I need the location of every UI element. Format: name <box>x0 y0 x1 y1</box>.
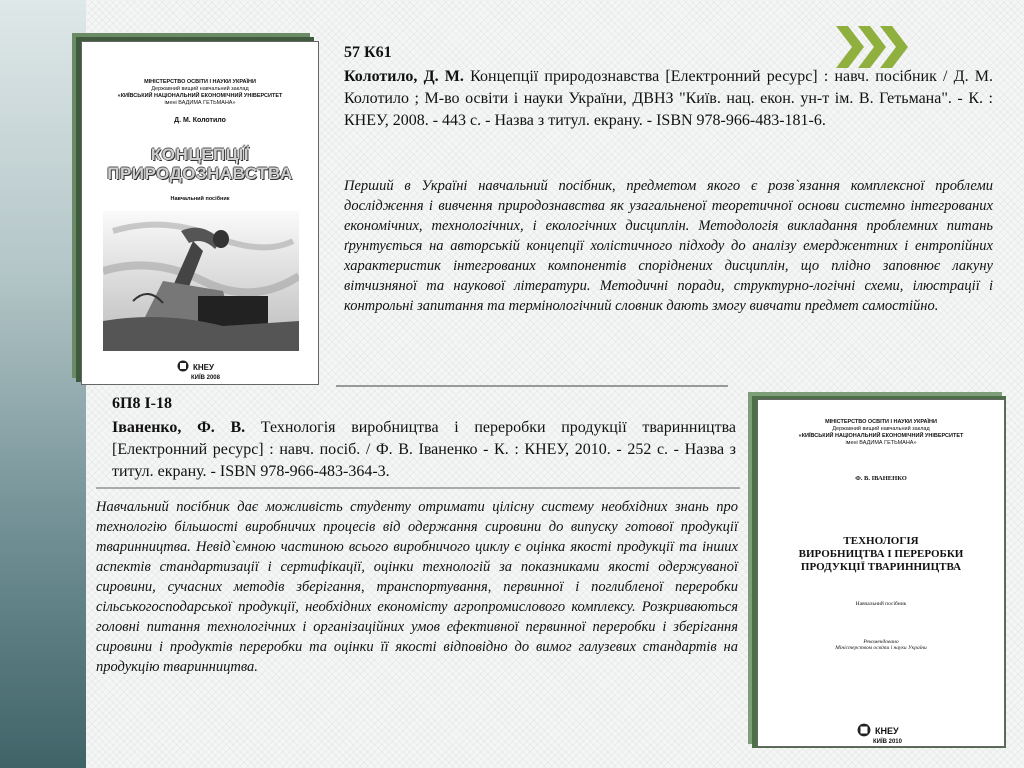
book2-annotation: Навчальний посібник дає можливість студенту отримати цілісну систему необхідних знань про технологію більшості виробничих процесів від одержання сировини до випуску готової продукції тваринництва. Невід`ємною частиною всього виробничого циклу є оцінка якості продукції та інших аспектів стандартизації і сертифікації, оцінки технологій за показниками якості одержуваної сировини, сучасних методів зберігання, транспортування, первинної і поглибленої переробки сільськогосподарської продукції, необхідних економісту агропромислового комплексу. Розкриваються головні питання технологічних і організаційних умов ефективної первинної переробки і зберігання сировини і продуктів переробки та оцінки її якості відповідно до вимог галузевих стандартів на продукцію тваринництва. <box>96 499 738 675</box>
publisher-logo-icon <box>177 360 189 372</box>
book1-bibliographic-record <box>344 66 993 132</box>
publisher-logo-icon <box>857 723 871 737</box>
book-cover-ivanenko[interactable] <box>748 392 1010 752</box>
divider-line <box>336 385 728 387</box>
cover-author: Ф. В. ІВАНЕНКО <box>855 475 907 482</box>
book2-bibliographic-text: Технологія виробництва і переробки продукції тваринництва [Електронний ресурс] : навч. посіб. / Ф. В. Іваненко - К. : КНЕУ, 2010. - 252 с. - Назва з титул. екрану. - ISBN 978-966-483-364-3. <box>112 419 737 480</box>
divider-line <box>96 487 740 489</box>
cover-page <box>82 42 318 384</box>
book1-bibliographic-text: Концепції природознавства [Електронний ресурс] : навч. посібник / Д. М. Колотило ; М-во освіти і науки України, ДВНЗ "Київ. нац. екон. ун-т ім. В. Гетьмана". - К. : КНЕУ, 2008. - 443 с. - Назва з титул. екрану. - ISBN 978-966-483-181-6. <box>344 68 994 129</box>
cover-city-year: КИЇВ 2008 <box>191 375 220 381</box>
book1-author: Колотило, Д. М. <box>344 68 464 85</box>
cover-publisher-block <box>177 357 220 381</box>
cover-publisher: КНЕУ <box>875 726 899 736</box>
cover-author: Д. М. Колотило <box>174 117 226 124</box>
book1-call-number: 57 К61 <box>344 44 392 61</box>
cover-subtitle: Навчальний посібник <box>170 196 230 202</box>
next-chevrons-icon[interactable] <box>836 22 916 72</box>
cover-publisher-block <box>857 721 902 745</box>
cover-publisher: КНЕУ <box>193 363 214 372</box>
book2-author: Іваненко, Ф. В. <box>112 419 246 436</box>
cover-page <box>758 400 1004 746</box>
book2-call-number: 6П8 І-18 <box>112 395 172 412</box>
cover-ministry: МІНІСТЕРСТВО ОСВІТИ І НАУКИ УКРАЇНИ Державний вищий навчальний заклад «КИЇВСЬКИЙ НАЦІОНАЛЬНИЙ ЕКОНОМІЧНИЙ УНІВЕРСИТЕТ імені ВАДИМА ГЕТЬМАНА» <box>798 419 964 446</box>
cover-title: ТЕХНОЛОГІЯ ВИРОБНИЦТВА І ПЕРЕРОБКИ ПРОДУКЦІЇ ТВАРИННИЦТВА <box>798 535 964 573</box>
cover-ministry: МІНІСТЕРСТВО ОСВІТИ І НАУКИ УКРАЇНИ Державний вищий навчальний заклад «КИЇВСЬКИЙ НАЦІОНАЛЬНИЙ ЕКОНОМІЧНИЙ УНІВЕРСИТЕТ імені ВАДИМА ГЕТЬМАНА» <box>117 79 283 106</box>
book2-bibliographic-record <box>112 417 736 483</box>
cover-title: КОНЦЕПЦІЇ ПРИРОДОЗНАВСТВА <box>107 145 293 183</box>
cover-illustration <box>103 211 299 351</box>
cover-recommendation: Рекомендовано Міністерством освіти і науки України <box>835 639 927 651</box>
book-cover-kolotylo[interactable] <box>72 33 322 388</box>
cover-city-year: КИЇВ 2010 <box>873 739 902 745</box>
book1-annotation: Перший в Україні навчальний посібник, предметом якого є розв`язання комплексної проблеми дослідження і вивчення природознавства як узагальненої теоретичної основи системно інтегрованих економічних, технологічних, і екологічних дисциплін. Методологія викладання проблемних питань ґрунтується на авторській концепції холістичного підходу до аналізу емерджентних і ентропійних характеристик інтегрованих компонентів споріднених дисциплін, що плідно заповнює лакуну вітчизняної та наукової літератури. Методичні поради, структурно-логічні схеми, ілюстрації і контрольні запитання та термінологічний словник дають змогу вивчати предмет самостійно. <box>344 178 993 314</box>
cover-subtitle: Навчальний посібник <box>855 601 907 607</box>
